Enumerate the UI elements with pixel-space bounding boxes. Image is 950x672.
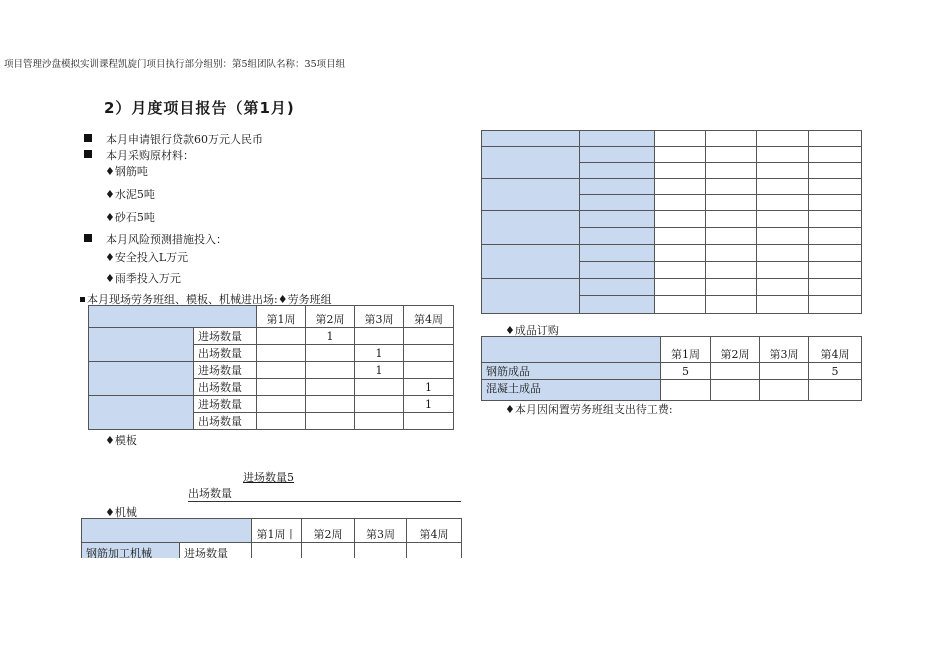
idle-cost-label: ♦本月因闲置劳务班组支出待工费: [505, 403, 673, 416]
table-cell [306, 362, 355, 379]
table-cell [355, 379, 404, 396]
group-cell [89, 328, 194, 362]
row-label: 进场数量 [194, 396, 257, 413]
row-label: 进场数量 [194, 362, 257, 379]
table-cell [306, 396, 355, 413]
week-header: 第2周 [302, 519, 355, 543]
week-header: 第4周 [809, 337, 862, 363]
table-cell [355, 413, 404, 430]
table-cell [257, 396, 306, 413]
products-label: ♦成品订购 [505, 324, 559, 337]
products-table [481, 336, 862, 401]
table-cell [809, 380, 862, 401]
group-cell [89, 396, 194, 430]
row-label: 出场数量 [194, 345, 257, 362]
table-cell [404, 413, 454, 430]
week-header: 第1周丨 [252, 519, 302, 543]
table-cell: 5 [661, 363, 711, 380]
week-header: 第4周 [404, 306, 454, 328]
formwork-label: ♦模板 [105, 434, 137, 447]
formwork-out: 出场数量 [188, 485, 461, 502]
table-cell [711, 363, 760, 380]
site-label: 本月现场劳务班组、模板、机械进出场:♦劳务班组 [87, 293, 332, 306]
table-corner [482, 337, 661, 363]
week-header: 第3周 [355, 306, 404, 328]
table-cell [355, 328, 404, 345]
table-corner [82, 519, 252, 543]
table-cell [760, 380, 809, 401]
table-cell [257, 413, 306, 430]
square-bullet-icon [80, 297, 85, 302]
table-cell [355, 396, 404, 413]
week-header: 第1周 [257, 306, 306, 328]
table-cell: 5 [809, 363, 862, 380]
group-cell [89, 362, 194, 396]
loan-line [84, 131, 263, 147]
machinery-label: ♦机械 [105, 506, 137, 519]
material-item: ♦水泥5吨 [105, 188, 155, 201]
table-cell [404, 328, 454, 345]
table-cell [257, 379, 306, 396]
loan-text: 本月申请银行贷款60万元人民币 [106, 133, 263, 146]
table-cell [760, 363, 809, 380]
purchase-label: 本月采购原材料： [106, 149, 194, 162]
machinery-table [81, 518, 462, 558]
table-cell [306, 345, 355, 362]
week-header: 第2周 [306, 306, 355, 328]
table-cell: 1 [306, 328, 355, 345]
table-cell [404, 345, 454, 362]
row-label: 进场数量 [180, 543, 252, 559]
table-cell: 1 [355, 362, 404, 379]
table-cell [404, 362, 454, 379]
machine-name: 钢筋加工机械 [82, 543, 180, 559]
week-header: 第1周 [661, 337, 711, 363]
machinery-table-clip [81, 518, 462, 558]
table-cell [661, 380, 711, 401]
table-cell [252, 543, 302, 559]
product-name: 钢筋成品 [482, 363, 661, 380]
table-cell: 1 [404, 379, 454, 396]
risk-item: ♦安全投入L万元 [105, 251, 189, 264]
product-name: 混凝土成品 [482, 380, 661, 401]
formwork-in: 进场数量5 [243, 471, 294, 484]
week-header: 第3周 [760, 337, 809, 363]
table-cell [355, 543, 407, 559]
report-title: 2）月度项目报告（第1月) [104, 99, 295, 117]
risk-item: ♦雨季投入万元 [105, 272, 181, 285]
table-cell [306, 413, 355, 430]
row-label: 进场数量 [194, 328, 257, 345]
table-cell: 1 [355, 345, 404, 362]
square-bullet-icon [84, 134, 92, 142]
purchase-line [84, 147, 194, 163]
row-label: 出场数量 [194, 413, 257, 430]
table-corner [89, 306, 257, 328]
risk-line [84, 231, 227, 247]
table-cell [302, 543, 355, 559]
document-header: 项目管理沙盘模拟实训课程凯旋门项目执行部分组别：第5组团队名称：35项目组 [4, 59, 346, 70]
table-cell [257, 362, 306, 379]
labor-table [88, 305, 454, 430]
row-label: 出场数量 [194, 379, 257, 396]
blank-grid-table [481, 130, 862, 314]
square-bullet-icon [84, 150, 92, 158]
risk-label: 本月风险预测措施投入： [106, 233, 227, 246]
week-header: 第3周 [355, 519, 407, 543]
table-cell [306, 379, 355, 396]
week-header: 第4周 [407, 519, 462, 543]
table-cell [257, 328, 306, 345]
table-cell: 1 [404, 396, 454, 413]
material-item: ♦砂石5吨 [105, 211, 155, 224]
table-cell [711, 380, 760, 401]
table-cell [407, 543, 462, 559]
table-cell [257, 345, 306, 362]
material-item: ♦钢筋吨 [105, 165, 148, 178]
week-header: 第2周 [711, 337, 760, 363]
square-bullet-icon [84, 234, 92, 242]
